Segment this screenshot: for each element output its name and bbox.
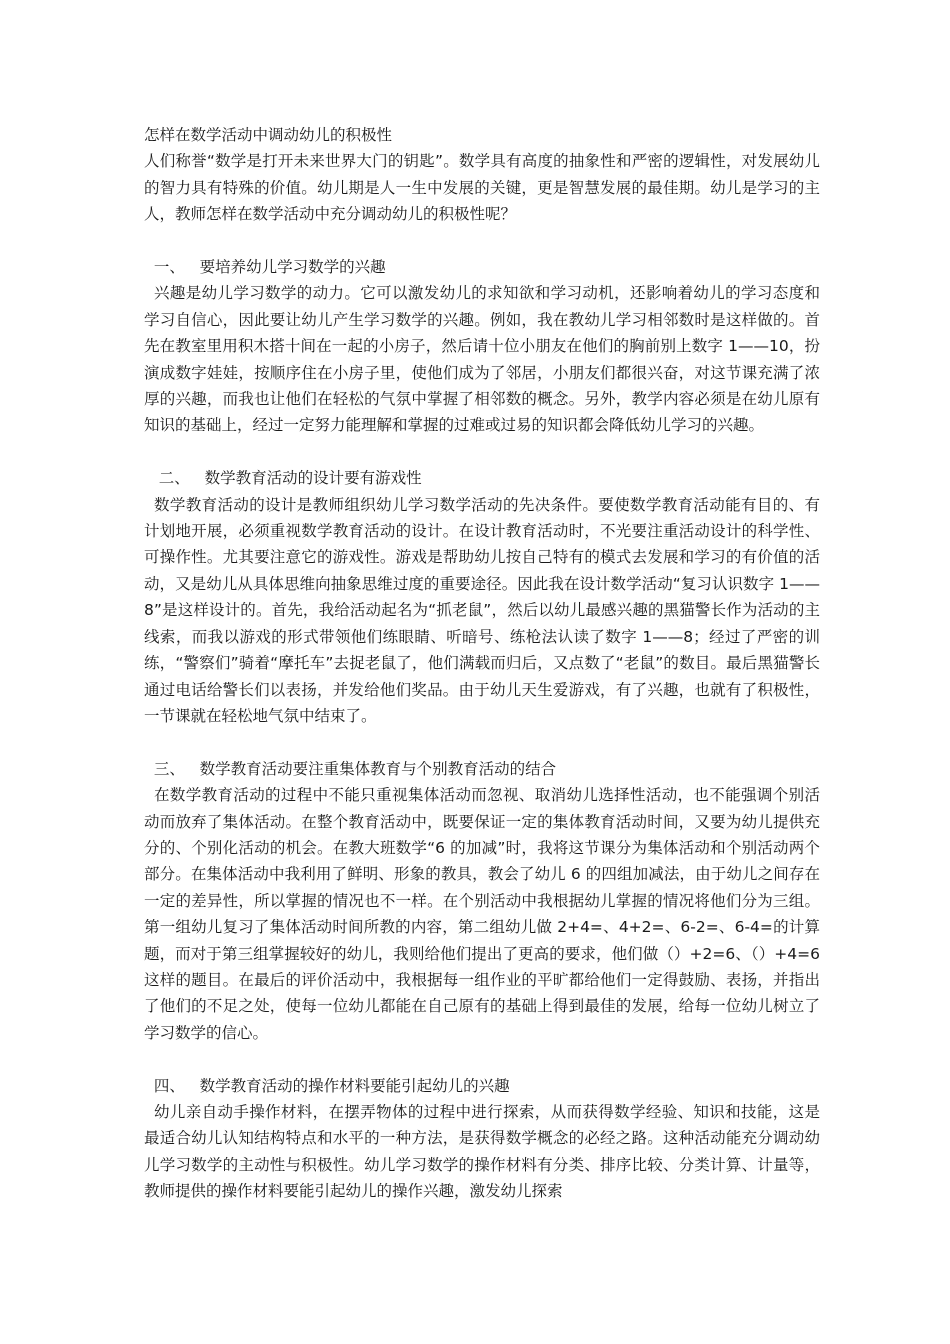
section-3-title: 数学教育活动要注重集体教育与个别教育活动的结合 <box>199 759 557 778</box>
section-4-heading <box>144 1073 820 1099</box>
section-3-body: 在数学教育活动的过程中不能只重视集体活动而忽视、取消幼儿选择性活动，也不能强调个别活动而放弃了集体活动。在整个教育活动中，既要保证一定的集体教育活动时间，又要为幼儿提供充分的、个别化活动的机会。在教大班数学“6 的加减”时，我将这节课分为集体活动和个别活动两个部分。在集体活动中我利用了鲜明、形象的教具，教会了幼儿 6 的四组加减法，由于幼儿之间存在一定的差异性，所以掌握的情况也不一样。在个别活动中我根据幼儿掌握的情况将他们分为三组。第一组幼儿复习了集体活动时间所教的内容，第二组幼儿做 2+4=、4+2=、6-2=、6-4=的计算题，而对于第三组掌握较好的幼儿，我则给他们提出了更高的要求，他们做（）+2=6、（）+4=6 这样的题目。在最后的评价活动中，我根据每一组作业的平旷都给他们一定得鼓励、表扬，并指出了他们的不足之处，使每一位幼儿都能在自己原有的基础上得到最佳的发展，给每一位幼儿树立了学习数学的信心。 <box>144 786 820 1042</box>
section-3-number: 三、 <box>153 759 185 778</box>
spacer <box>144 1046 820 1072</box>
spacer <box>144 228 820 254</box>
section-1-heading <box>144 254 820 280</box>
section-1-title: 要培养幼儿学习数学的兴趣 <box>199 258 386 277</box>
section-3-heading <box>144 756 820 782</box>
intro-paragraph: 人们称誉“数学是打开未来世界大门的钥匙”。数学具有高度的抽象性和严密的逻辑性，对发展幼儿的智力具有特殊的价值。幼儿期是人一生中发展的关键，更是智慧发展的最佳期。幼儿是学习的主人，教师怎样在数学活动中充分调动幼儿的积极性呢？ <box>144 152 820 224</box>
section-4-body: 幼儿亲自动手操作材料，在摆弄物体的过程中进行探索，从而获得数学经验、知识和技能，这是最适合幼儿认知结构特点和水平的一种方法，是获得数学概念的必经之路。这种活动能充分调动幼儿学习数学的主动性与积极性。幼儿学习数学的操作材料有分类、排序比较、分类计算、计量等，教师提供的操作材料要能引起幼儿的操作兴趣，激发幼儿探索 <box>144 1102 820 1201</box>
section-2-number: 二、 <box>158 469 190 488</box>
section-1-body: 兴趣是幼儿学习数学的动力。它可以激发幼儿的求知欲和学习动机，还影响着幼儿的学习态度和学习自信心，因此要让幼儿产生学习数学的兴趣。例如，我在教幼儿学习相邻数时是这样做的。首先在教室里用积木搭十间在一起的小房子，然后请十位小朋友在他们的胸前别上数字 1——10，扮演成数字娃娃，按顺序住在小房子里，使他们成为了邻居，小朋友们都很兴奋，对这节课充满了浓厚的兴趣，而我也让他们在轻松的气氛中掌握了相邻数的概念。另外，教学内容必须是在幼儿原有知识的基础上，经过一定努力能理解和掌握的过难或过易的知识都会降低幼儿学习的兴趣。 <box>144 284 820 435</box>
spacer <box>144 439 820 465</box>
section-2-body: 数学教育活动的设计是教师组织幼儿学习数学活动的先决条件。要使数学教育活动能有目的、有计划地开展，必须重视数学教育活动的设计。在设计教育活动时，不光要注重活动设计的科学性、可操作性。尤其要注意它的游戏性。游戏是帮助幼儿按自己特有的模式去发展和学习的有价值的活动，又是幼儿从具体思维向抽象思维过度的重要途径。因此我在设计数学活动“复习认识数字 1——8”是这样设计的。首先，我给活动起名为“抓老鼠”，然后以幼儿最感兴趣的黑猫警长作为活动的主线索，而我以游戏的形式带领他们练眼睛、听暗号、练枪法认读了数字 1——8；经过了严密的训练，“警察们”骑着“摩托车”去捉老鼠了，他们满载而归后，又点数了“老鼠”的数目。最后黑猫警长通过电话给警长们以表扬，并发给他们奖品。由于幼儿天生爱游戏，有了兴趣，也就有了积极性，一节课就在轻松地气氛中结束了。 <box>144 495 820 725</box>
document-page <box>144 122 820 1205</box>
section-2-heading <box>144 465 820 491</box>
section-1-number: 一、 <box>153 258 185 277</box>
spacer <box>144 729 820 755</box>
section-4-number: 四、 <box>153 1076 185 1095</box>
section-4-title: 数学教育活动的操作材料要能引起幼儿的兴趣 <box>199 1076 510 1095</box>
document-title: 怎样在数学活动中调动幼儿的积极性 <box>144 126 393 144</box>
section-2-title: 数学教育活动的设计要有游戏性 <box>204 469 422 488</box>
